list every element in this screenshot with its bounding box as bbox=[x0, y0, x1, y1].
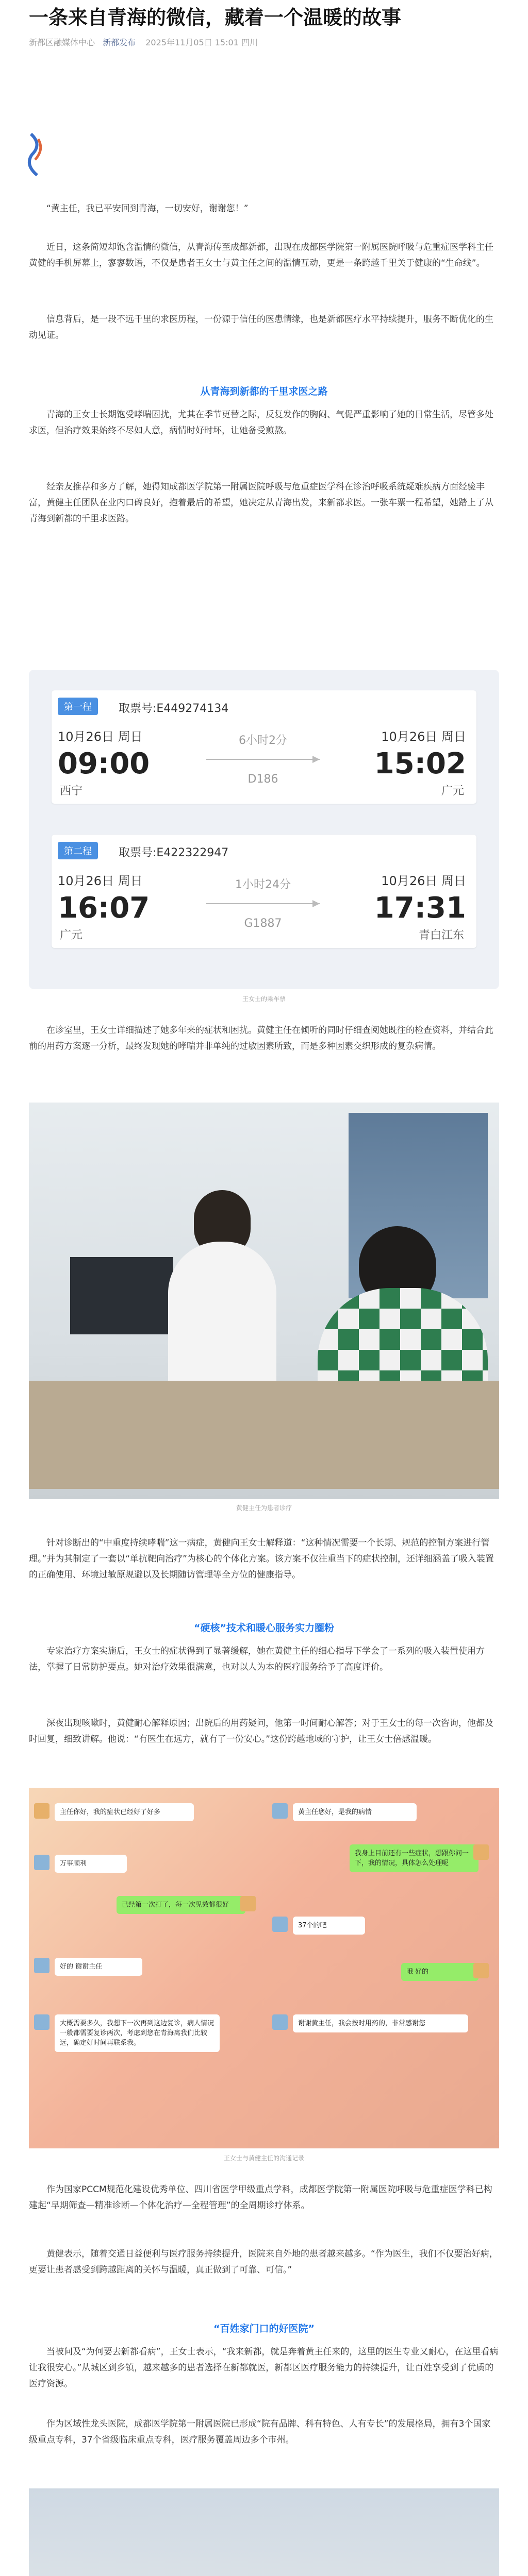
chat-message: 万事顺利 bbox=[55, 1855, 127, 1873]
ticket-duration: 1小时24分 bbox=[235, 878, 291, 891]
section1-paragraph-3: 在诊室里，王女士详细描述了她多年来的症状和困扰。黄健主任在倾听的同时仔细查阅她既往的检查资料，并结合此前的用药方案逐一分析，最终发现她的哮喘并非单纯的过敏因素所致，而是多种因素交织形成的复杂病情。 bbox=[29, 1025, 493, 1052]
avatar bbox=[34, 1803, 50, 1819]
chat-message: 已经第一次打了，每一次见效都很好 bbox=[117, 1896, 245, 1914]
ticket-order-no: 取票号:E449274134 bbox=[119, 702, 229, 715]
ticket-station-from: 西宁 bbox=[60, 785, 83, 798]
ticket-card bbox=[52, 835, 476, 948]
ticket-card bbox=[52, 690, 476, 804]
ticket-tag: 第二程 bbox=[58, 842, 98, 859]
chat-screenshots-image bbox=[29, 1788, 499, 2148]
arrow-right-icon bbox=[206, 899, 320, 909]
section-title-1: 从青海到新都的千里求医之路 bbox=[200, 386, 328, 397]
chat-message: 好的 谢谢主任 bbox=[55, 1958, 142, 1976]
avatar bbox=[473, 1963, 489, 1978]
chat-panel-left bbox=[29, 1788, 261, 2148]
ticket-order-no: 取票号:E422322947 bbox=[119, 846, 229, 859]
section1-paragraph-2: 经亲友推荐和多方了解，她得知成都医学院第一附属医院呼吸与危重症医学科在诊治呼吸系统疑难疾病方面经验丰富，黄健主任团队在业内口碑良好，抱着最后的希望，她决定从青海出发，来新都求医。一张车票一程希望，她踏上了从青海到新都的千里求医路。 bbox=[29, 482, 493, 524]
avatar bbox=[240, 1896, 256, 1911]
avatar bbox=[34, 1855, 50, 1870]
avatar bbox=[272, 1917, 288, 1932]
ticket-station-from: 广元 bbox=[60, 929, 83, 942]
section2-paragraph-1: 专家治疗方案实施后，王女士的症状得到了显著缓解，她在黄健主任的细心指导下学会了一系列的吸入装置使用方法，掌握了日常防护要点。她对治疗效果很满意，也对以人为本的医疗服务给予了高度评价。 bbox=[29, 1646, 485, 1672]
chat-message: 大概需要多久，我想下一次再到这边复诊，病人情况一般都需要复诊两次，考虑到您在青海离我们比较远，确定好时间再联系我。 bbox=[55, 2014, 220, 2052]
section2-paragraph-4: 黄健表示，随着交通日益便利与医疗服务持续提升，医院来自外地的患者越来越多。“作为医生，我们不仅要治好病，更要让患者感受到跨越距离的关怀与温暖，真正做到了可靠、可信。” bbox=[29, 2249, 498, 2275]
clinic-photo-caption: 黄健主任为患者诊疗 bbox=[236, 1504, 292, 1512]
avatar bbox=[34, 2014, 50, 2030]
ticket-date-to: 10月26日 周日 bbox=[381, 874, 466, 888]
article-title: 一条来自青海的微信，藏着一个温暖的故事 bbox=[29, 6, 402, 29]
ticket-time-to: 15:02 bbox=[374, 747, 466, 781]
publish-datetime: 2025年11月05日 15:01 四川 bbox=[145, 38, 258, 47]
avatar bbox=[473, 1844, 489, 1860]
ticket-time-to: 17:31 bbox=[374, 891, 466, 925]
section2-paragraph-3: 作为国家PCCM规范化建设优秀单位、四川省医学甲级重点学科，成都医学院第一附属医院呼吸与危重症医学科已构建起“早期筛查—精准诊断—个体化治疗—全程管理”的全周期诊疗体系。 bbox=[29, 2184, 492, 2211]
section-title-2: “硬核”技术和暖心服务实力圈粉 bbox=[194, 1622, 334, 1634]
chat-message: 我身上目前还有一些症状，想跟你问一下，我的情况，具体怎么处理呢 bbox=[350, 1844, 478, 1872]
intro-paragraph-1: 近日，这条简短却饱含温情的微信，从青海传至成都新都，出现在成都医学院第一附属医院呼吸与危重症医学科主任黄健的手机屏幕上，寥寥数语，不仅是患者王女士与黄主任之间的温情互动，更是一条跨越千里关于健康的“生命线”。 bbox=[29, 242, 493, 268]
ticket-station-to: 广元 bbox=[441, 785, 464, 798]
ticket-time-from: 16:07 bbox=[58, 891, 150, 925]
clinic-photo bbox=[29, 1103, 499, 1499]
avatar bbox=[272, 1803, 288, 1819]
chat-message: 黄主任您好，是我的病情 bbox=[293, 1803, 417, 1821]
ticket-date-from: 10月26日 周日 bbox=[58, 874, 143, 888]
ticket-tag: 第一程 bbox=[58, 698, 98, 715]
chat-message: 哦 好的 bbox=[401, 1963, 478, 1981]
train-tickets-image bbox=[29, 670, 499, 989]
ticket-duration: 6小时2分 bbox=[239, 734, 287, 747]
section-title-3: “百姓家门口的好医院” bbox=[213, 2323, 315, 2334]
section2-paragraph-2: 深夜出现咳嗽时，黄健耐心解释原因；出院后的用药疑问，他第一时间耐心解答；对于王女士的每一次咨询，他都及时回复，细致讲解。他说：“有医生在远方，就有了一份安心。”这份跨越地域的守护，让王女士倍感温暖。 bbox=[29, 1718, 493, 1744]
section3-paragraph-2: 作为区域性龙头医院，成都医学院第一附属医院已形成“院有品牌、科有特色、人有专长”的发展格局，拥有3个国家级重点专科，37个省级临床重点专科，医疗服务覆盖周边多个市州。 bbox=[29, 2419, 491, 2445]
intro-quote: “黄主任，我已平安回到青海，一切安好，谢谢您！” bbox=[46, 204, 249, 214]
section3-paragraph-1: 当被问及“为何要去新都看病”，王女士表示，“我来新都，就是奔着黄主任来的，这里的医生专业又耐心，在这里看病让我很安心。”从城区到乡镇，越来越多的患者选择在新都就医，新都区医疗服务能力的持续提升，让百姓享受到了优质的医疗资源。 bbox=[29, 2347, 499, 2389]
ticket-train-no: D186 bbox=[248, 773, 278, 786]
chat-panel-right bbox=[267, 1788, 499, 2148]
ticket-date-to: 10月26日 周日 bbox=[381, 730, 466, 744]
article-meta bbox=[29, 36, 258, 48]
photo-desk bbox=[29, 1381, 499, 1489]
ticket-date-from: 10月26日 周日 bbox=[58, 730, 143, 744]
intro-paragraph-2: 信息背后，是一段不远千里的求医历程，一份源于信任的医患情缘，也是新都医疗水平持续提升，服务不断优化的生动见证。 bbox=[29, 314, 493, 341]
arrow-right-icon bbox=[206, 754, 320, 765]
chat-message: 37个的吧 bbox=[293, 1917, 365, 1935]
chat-message: 主任你好，我的症状已经好了好多 bbox=[55, 1803, 194, 1821]
ticket-caption: 王女士的乘车票 bbox=[242, 995, 286, 1003]
section1-paragraph-4: 针对诊断出的“中重度持续哮喘”这一病症，黄健向王女士解释道：“这种情况需要一个长期、规范的控制方案进行管理。”并为其制定了一套以“单抗靶向治疗”为核心的个体化方案。该方案不仅注重当下的症状控制，还详细涵盖了吸入装置的正确使用、环境过敏原规避以及长期随访管理等全方位的健康指导。 bbox=[29, 1538, 494, 1580]
ticket-station-to: 青白江东 bbox=[418, 929, 464, 942]
ticket-train-no: G1887 bbox=[244, 917, 282, 930]
account-link[interactable]: 新都发布 bbox=[103, 38, 136, 47]
photo-doctor bbox=[168, 1242, 276, 1396]
chat-message: 谢谢黄主任，我会按时用药的，非常感谢您 bbox=[293, 2014, 468, 2032]
photo-monitor bbox=[70, 1257, 173, 1334]
ticket-time-from: 09:00 bbox=[58, 747, 150, 781]
publisher-logo-icon bbox=[27, 129, 45, 185]
avatar bbox=[34, 1958, 50, 1973]
avatar bbox=[272, 2014, 288, 2030]
section1-paragraph-1: 青海的王女士长期饱受哮喘困扰，尤其在季节更替之际，反复发作的胸闷、气促严重影响了她的日常生活，尽管多处求医，但治疗效果始终不尽如人意，病情时好时坏，让她备受煎熬。 bbox=[29, 410, 493, 436]
article-source: 新都区融媒体中心 bbox=[29, 38, 95, 47]
chat-caption: 王女士与黄健主任的沟通记录 bbox=[223, 2155, 304, 2162]
hospital-aerial-photo bbox=[29, 2488, 499, 2576]
